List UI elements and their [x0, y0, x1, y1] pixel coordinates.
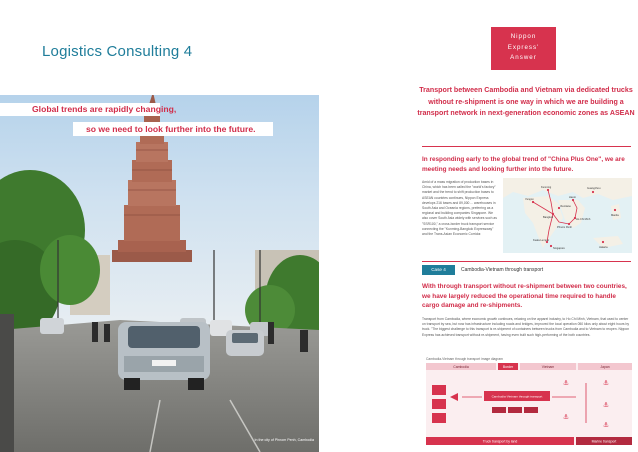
divider-1: [422, 146, 631, 147]
subhead-china-plus-one: In responding early to the global trend of "China Plus One", we are meeting needs and looking further into the future.: [422, 156, 625, 173]
diagram-header-vietnam: Vietnam: [541, 365, 555, 369]
anchor-icon: ⚓: [602, 379, 610, 387]
anchor-icon: ⚓: [562, 379, 570, 387]
section-title: Logistics Consulting 4: [42, 43, 193, 60]
diagram-center-box: Cambodia-Vietnam through transport: [491, 394, 543, 399]
case-header: [422, 265, 632, 275]
map-label-ho-chi-minh: Ho Chi Minh: [576, 218, 591, 221]
map-label-jakarta: Jakarta: [599, 246, 608, 249]
case-title: Cambodia-Vietnam through transport: [461, 267, 544, 273]
anchor-icon: ⚓: [562, 413, 570, 421]
right-page: [319, 0, 638, 452]
asean-route-map: [503, 178, 632, 253]
diagram-header-cambodia: Cambodia: [453, 365, 469, 369]
diagram-title: Cambodia-Vietnam through transport image diagram: [426, 357, 503, 361]
body-text-1: Amid of a mass migration of production bases in China, which has been called the "world's factory" market and the trend to shift production bases to ASEAN countries continues, Nippon Express develops 216 bases and 89,000 ... warehouses in South Asia and Oceania regions, preferring as a regional and building companies Singapore. We also cover South Asia widely with services such as "SSR100," a cross-border truck transport service connecting the "Kunming-Bangkok Expressway" and the Trans-Asian Economic Corridor.: [422, 180, 497, 237]
case-label: Case 4: [422, 265, 455, 275]
anchor-icon: ⚓: [602, 401, 610, 409]
banner-line-1: Global trends are rapidly changing,: [0, 103, 160, 116]
subhead-through-transport: With through transport without re-shipment between two countries, we have largely reduced the operational time required to handle cargo damage and re-shipments.: [422, 283, 627, 310]
transport-diagram: [426, 363, 632, 445]
headline: Transport between Cambodia and Vietnam via dedicated trucks without re-shipment is one way in which we are building a transport network in next-generation economic zones as ASEAN: [417, 86, 635, 117]
answer-badge-line-3: Answer: [510, 54, 537, 62]
photo-caption: In the city of Phnom Penh, Cambodia: [254, 438, 314, 442]
map-label-phnom-penh: Phnom Penh: [557, 226, 572, 229]
diagram-header-japan: Japan: [600, 365, 610, 369]
answer-badge-line-2: Express': [507, 43, 540, 51]
body-text-2: Transport from Cambodia, where economic growth continues, relaxing on the apparel industry, to Ho Chi Minh, Vietnam, that used to center on transport by sea, but now has infrastructure including roads and bridges, improved the local operation 050 kilos only about eight hours by truck. "The biggest challenge to this transport is re-shipment of containers between trucks from Cambodia and to Vietnam to reopen. Nippon Express has achieved transport without re-shipment, having even built such high-performing of the both countries.: [422, 317, 630, 337]
map-label-vientiane: Vientiane: [560, 205, 571, 208]
map-label-kuala-lumpur: Kuala Lumpur: [533, 239, 550, 242]
map-label-yangon: Yangon: [525, 198, 534, 201]
diagram-header-border: Border: [502, 365, 514, 369]
answer-badge: [491, 27, 556, 70]
map-label-manila: Manila: [611, 214, 619, 217]
divider-2: [422, 261, 631, 262]
map-label-hanoi: Hanoi: [569, 196, 576, 199]
diagram-bottom-land: Truck transport by land: [482, 439, 518, 444]
map-label-singapore: Singapore: [553, 247, 565, 250]
map-label-kunming: Kunming: [541, 186, 552, 189]
banner-line-2: so we need to look further into the future.: [73, 122, 273, 136]
answer-badge-line-1: Nippon: [510, 33, 537, 40]
map-label-bangkok: Bangkok: [543, 216, 554, 219]
map-label-guangzhou: Guangzhou: [587, 187, 601, 190]
anchor-icon: ⚓: [602, 421, 610, 429]
diagram-bottom-marine: Marine transport: [591, 439, 617, 444]
